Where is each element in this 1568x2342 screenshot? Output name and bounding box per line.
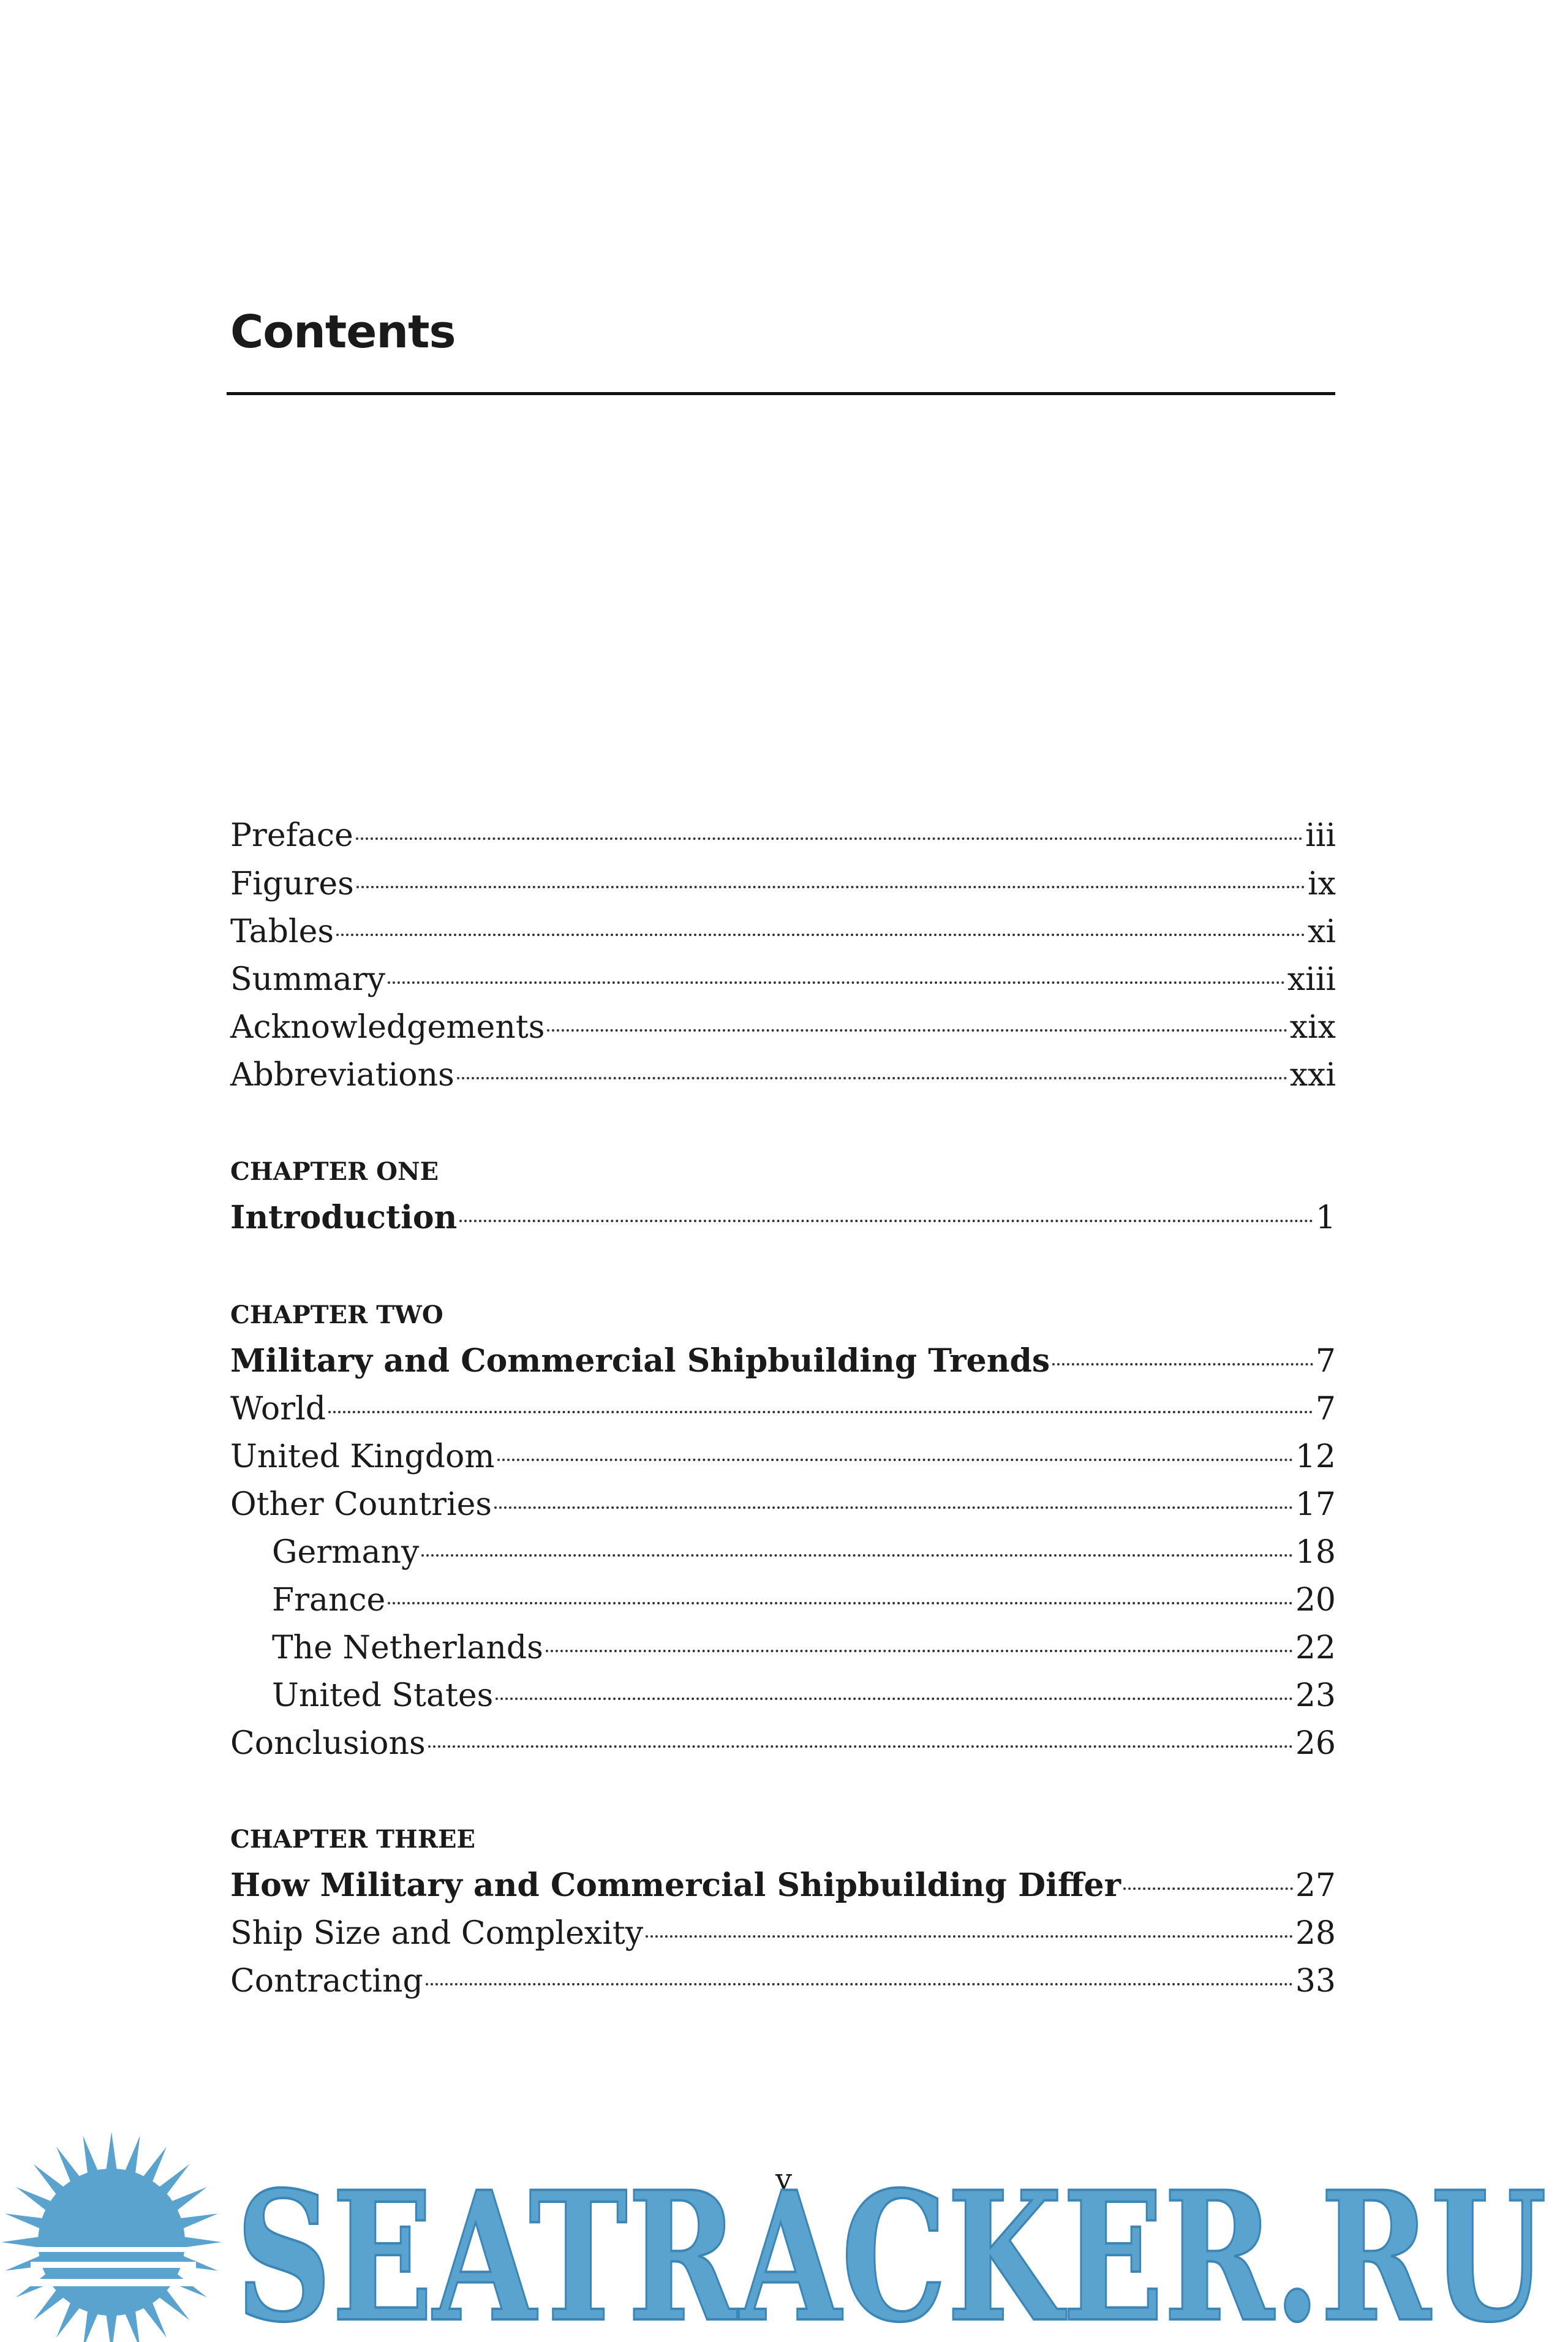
sun-ray (154, 2164, 189, 2199)
toc-entry-summary[interactable]: Summary xiii (230, 961, 1336, 998)
sun-ray (175, 2213, 218, 2231)
toc-entry-figures[interactable]: Figures ix (230, 866, 1336, 902)
toc-entry-contracting[interactable]: Contracting 33 (230, 1963, 1336, 2000)
chapter-one-heading: CHAPTER ONE (230, 1157, 439, 1186)
leader-dots (457, 1077, 1287, 1079)
sun-ray (56, 2147, 83, 2187)
sun-ray (105, 2310, 118, 2342)
leader-dots (546, 1650, 1293, 1652)
toc-entry-conclusions[interactable]: Conclusions 26 (230, 1725, 1336, 1762)
sun-ray (1, 2236, 44, 2248)
toc-entry-abbreviations[interactable]: Abbreviations xxi (230, 1057, 1336, 1094)
leader-dots (497, 1459, 1293, 1461)
sun-ray (179, 2236, 222, 2248)
leader-dots (421, 1554, 1292, 1557)
watermark (0, 2107, 1568, 2342)
toc-entry-introduction[interactable]: Introduction 1 (230, 1199, 1336, 1236)
leader-dots (494, 1506, 1293, 1509)
sun-ray (5, 2213, 48, 2231)
leader-dots (388, 981, 1285, 984)
toc-entry-chapter-three-title[interactable]: How Military and Commercial Shipbuilding Differ 27 (230, 1867, 1336, 1904)
leader-dots (547, 1029, 1287, 1032)
sun-ray (123, 2136, 140, 2179)
watermark-text: SEATRACKER.RU (236, 2153, 1547, 2342)
toc-entry-preface[interactable]: Preface iii (230, 817, 1336, 854)
sun-ray (56, 2297, 83, 2338)
leader-dots (388, 1602, 1293, 1604)
leader-dots (428, 1745, 1293, 1748)
leader-dots (328, 1411, 1313, 1413)
sun-ray (105, 2132, 118, 2175)
sun-ray (154, 2285, 189, 2320)
toc-entry-acknowledgements[interactable]: Acknowledgements xix (230, 1009, 1336, 1046)
sun-ray (34, 2285, 69, 2320)
sun-ray (34, 2164, 69, 2199)
leader-dots (426, 1983, 1293, 1985)
leader-dots (496, 1698, 1293, 1700)
leader-dots (646, 1935, 1293, 1938)
leader-dots (1052, 1363, 1313, 1366)
sun-ray (16, 2187, 56, 2214)
sun-ray (167, 2187, 207, 2214)
leader-dots (356, 837, 1303, 840)
toc-entry-chapter-two-title[interactable]: Military and Commercial Shipbuilding Trends 7 (230, 1342, 1336, 1380)
chapter-two-heading: CHAPTER TWO (230, 1301, 443, 1329)
leader-dots (356, 886, 1305, 888)
sun-ray (140, 2147, 167, 2187)
toc-entry-the-netherlands[interactable]: The Netherlands 22 (272, 1630, 1336, 1666)
toc-entry-ship-size-and-complexity[interactable]: Ship Size and Complexity 28 (230, 1915, 1336, 1952)
toc-entry-tables[interactable]: Tables xi (230, 913, 1336, 950)
chapter-three-heading: CHAPTER THREE (230, 1825, 475, 1854)
toc-entry-germany[interactable]: Germany 18 (272, 1534, 1336, 1571)
leader-dots (336, 934, 1305, 936)
title-rule (227, 392, 1335, 395)
leader-dots (459, 1220, 1313, 1222)
page-number: v (775, 2163, 793, 2197)
leader-dots (1123, 1887, 1293, 1890)
page-title: Contents (230, 306, 456, 358)
toc-entry-world[interactable]: World 7 (230, 1391, 1336, 1427)
toc-entry-france[interactable]: France 20 (272, 1582, 1336, 1619)
sun-ray (83, 2136, 100, 2179)
toc-entry-united-kingdom[interactable]: United Kingdom 12 (230, 1438, 1336, 1475)
sun-ray (140, 2297, 167, 2338)
toc-entry-other-countries[interactable]: Other Countries 17 (230, 1486, 1336, 1523)
sun-icon (1, 2132, 222, 2342)
toc-entry-united-states[interactable]: United States 23 (272, 1677, 1336, 1714)
